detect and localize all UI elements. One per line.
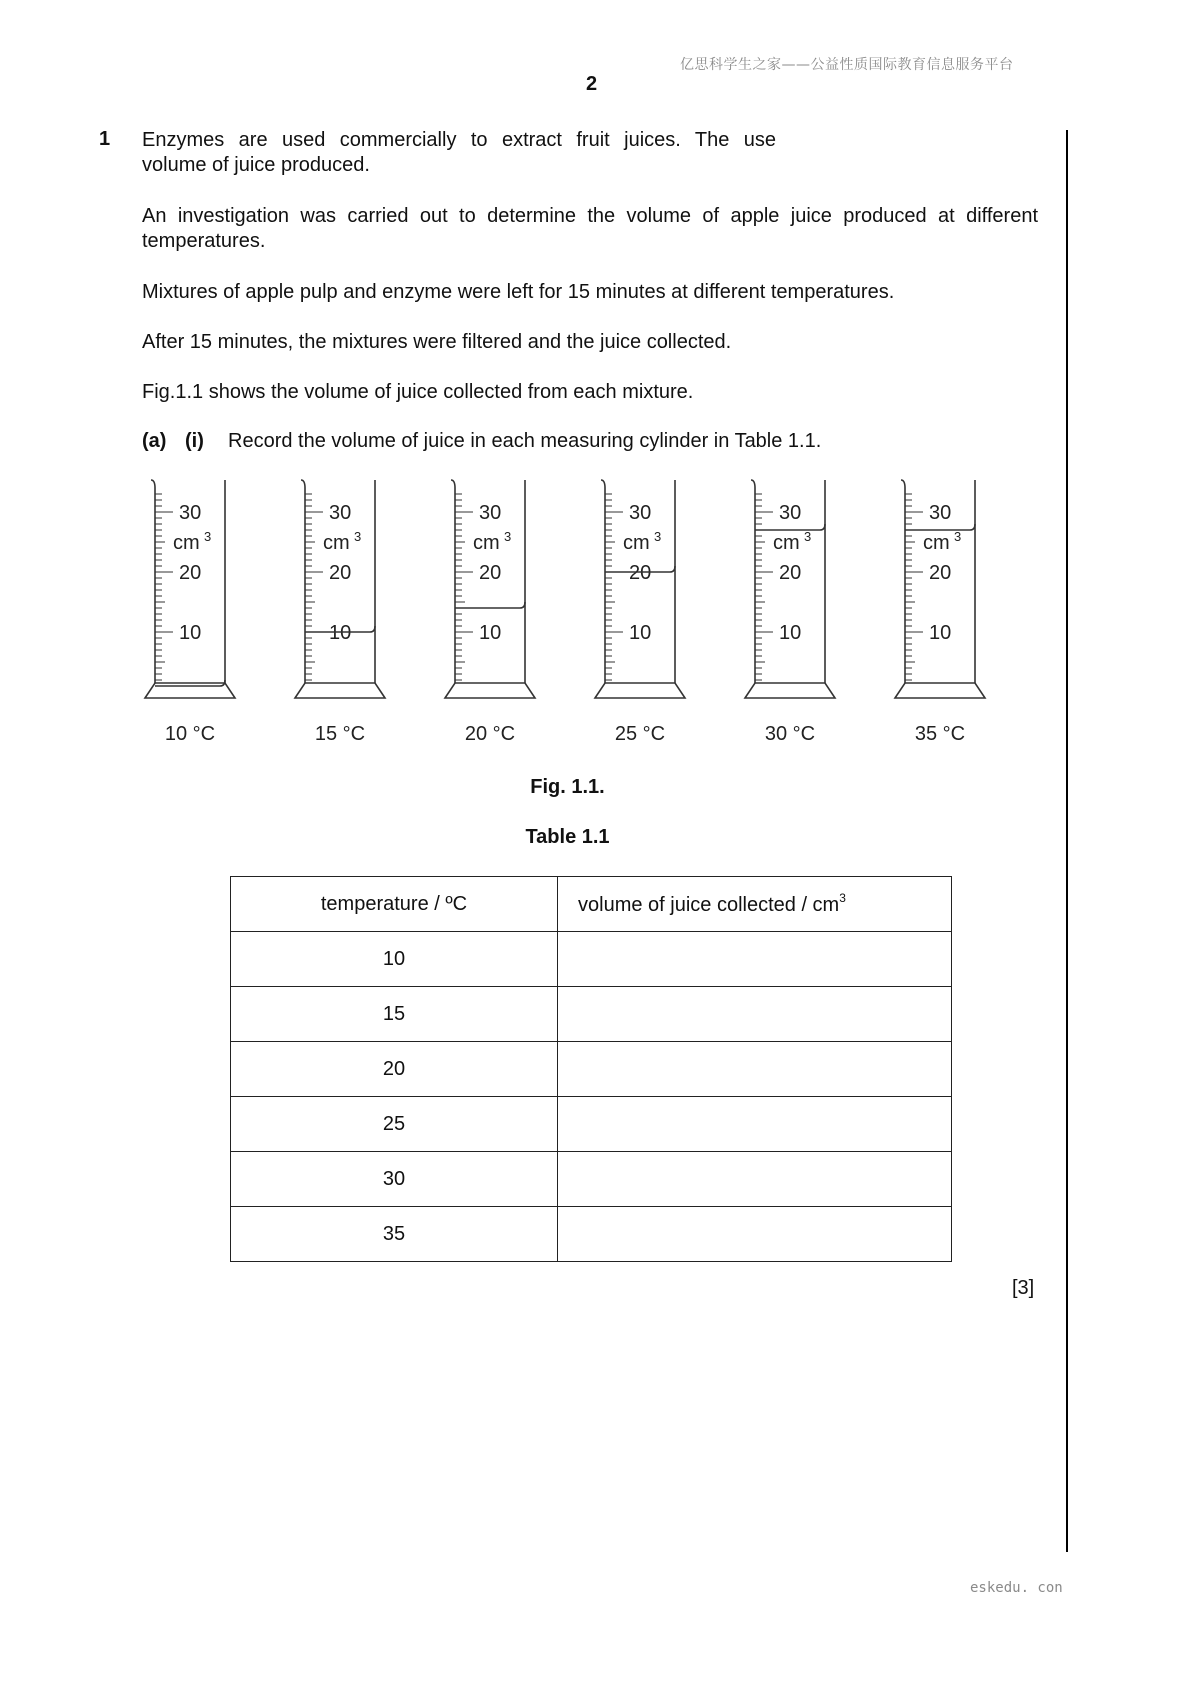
- temperature-cell: 35: [231, 1207, 558, 1262]
- unit-label: cm: [173, 532, 200, 554]
- temperature-cell: 20: [231, 1042, 558, 1097]
- table-header-row: [231, 877, 952, 932]
- volume-answer-cell[interactable]: [558, 932, 952, 987]
- cylinder-left-wall: [301, 480, 305, 683]
- scale-label: 20: [179, 562, 202, 584]
- volume-answer-cell[interactable]: [558, 1042, 952, 1097]
- scale-label: 20: [779, 562, 802, 584]
- table-row: [231, 1152, 952, 1207]
- cylinder-base: [295, 683, 385, 698]
- table-row: [231, 1097, 952, 1152]
- scale-label: 30: [329, 502, 352, 524]
- question-intro: [142, 128, 1038, 178]
- scale-label: 10: [779, 622, 802, 644]
- part-a-instruction: Record the volume of juice in each measuring cylinder in Table 1.1.: [228, 430, 822, 452]
- juice-level-meniscus: [455, 602, 525, 608]
- cylinder-base: [895, 683, 985, 698]
- unit-label: cm: [473, 532, 500, 554]
- scale-label: 10: [929, 622, 952, 644]
- part-i-label: (i): [185, 430, 204, 452]
- results-table: [230, 876, 952, 1262]
- cylinder-left-wall: [601, 480, 605, 683]
- cylinder-base: [745, 683, 835, 698]
- page-number: 2: [586, 73, 598, 95]
- intro-line-2: volume of juice produced.: [142, 154, 370, 176]
- part-a-label: (a): [142, 430, 167, 452]
- unit-label: cm: [773, 532, 800, 554]
- figure-caption: Fig. 1.1.: [530, 776, 605, 798]
- scale-label: 20: [329, 562, 352, 584]
- header-watermark: 亿思科学生之家——公益性质国际教育信息服务平台: [680, 57, 1014, 73]
- temperature-label: 10 °C: [164, 723, 216, 745]
- unit-exponent: 3: [204, 529, 212, 544]
- footer-watermark: eskedu. con: [970, 1580, 1063, 1596]
- cylinder-left-wall: [451, 480, 455, 683]
- table-caption: Table 1.1: [525, 826, 610, 848]
- cylinder-left-wall: [151, 480, 155, 683]
- scale-label: 30: [179, 502, 202, 524]
- cylinder-left-wall: [751, 480, 755, 683]
- intro-line-1: Enzymes are used commercially to extract fruit juices. The use: [142, 129, 776, 151]
- temperature-label: 30 °C: [764, 723, 816, 745]
- temperature-label: 25 °C: [614, 723, 666, 745]
- unit-exponent: 3: [654, 529, 662, 544]
- scale-label: 30: [629, 502, 652, 524]
- question-number: 1: [99, 128, 111, 150]
- scale-label: 20: [929, 562, 952, 584]
- unit-label: cm: [623, 532, 650, 554]
- unit-exponent: 3: [954, 529, 962, 544]
- scale-label: 10: [629, 622, 652, 644]
- juice-level-meniscus: [755, 524, 825, 530]
- scale-label: 30: [929, 502, 952, 524]
- unit-label: cm: [923, 532, 950, 554]
- table-row: [231, 1042, 952, 1097]
- volume-answer-cell[interactable]: [558, 987, 952, 1042]
- table-row: [231, 1207, 952, 1262]
- temperature-cell: 30: [231, 1152, 558, 1207]
- temperature-label: 15 °C: [314, 723, 366, 745]
- scale-label: 10: [179, 622, 202, 644]
- table-row: [231, 932, 952, 987]
- temperature-cell: 10: [231, 932, 558, 987]
- question-paragraph-2: An investigation was carried out to determine the volume of apple juice produced at different temperatures.: [142, 205, 1038, 252]
- scale-label: 30: [779, 502, 802, 524]
- question-paragraph-4: After 15 minutes, the mixtures were filtered and the juice collected.: [142, 331, 732, 353]
- cylinder-base: [445, 683, 535, 698]
- cylinder-left-wall: [901, 480, 905, 683]
- volume-answer-cell[interactable]: [558, 1097, 952, 1152]
- volume-answer-cell[interactable]: [558, 1152, 952, 1207]
- header-volume-exponent: 3: [839, 891, 846, 905]
- scale-label: 20: [479, 562, 502, 584]
- question-paragraph-5: Fig.1.1 shows the volume of juice collected from each mixture.: [142, 381, 694, 403]
- question-paragraph-3: Mixtures of apple pulp and enzyme were left for 15 minutes at different temperatures.: [142, 281, 895, 303]
- unit-label: cm: [323, 532, 350, 554]
- header-volume-text: volume of juice collected / cm: [578, 894, 840, 916]
- unit-exponent: 3: [804, 529, 812, 544]
- cylinder-base: [595, 683, 685, 698]
- header-volume: [558, 877, 952, 932]
- unit-exponent: 3: [354, 529, 362, 544]
- scale-label: 30: [479, 502, 502, 524]
- measuring-cylinders-figure: [0, 470, 1100, 760]
- scale-label: 10: [329, 622, 352, 644]
- temperature-cell: 25: [231, 1097, 558, 1152]
- temperature-label: 35 °C: [914, 723, 966, 745]
- juice-level-meniscus: [905, 524, 975, 530]
- marks-allocation: [3]: [1012, 1277, 1035, 1299]
- scale-label: 10: [479, 622, 502, 644]
- unit-exponent: 3: [504, 529, 512, 544]
- header-temperature: temperature / ºC: [231, 877, 558, 932]
- temperature-label: 20 °C: [464, 723, 516, 745]
- scale-label: 20: [629, 562, 652, 584]
- volume-answer-cell[interactable]: [558, 1207, 952, 1262]
- temperature-cell: 15: [231, 987, 558, 1042]
- table-row: [231, 987, 952, 1042]
